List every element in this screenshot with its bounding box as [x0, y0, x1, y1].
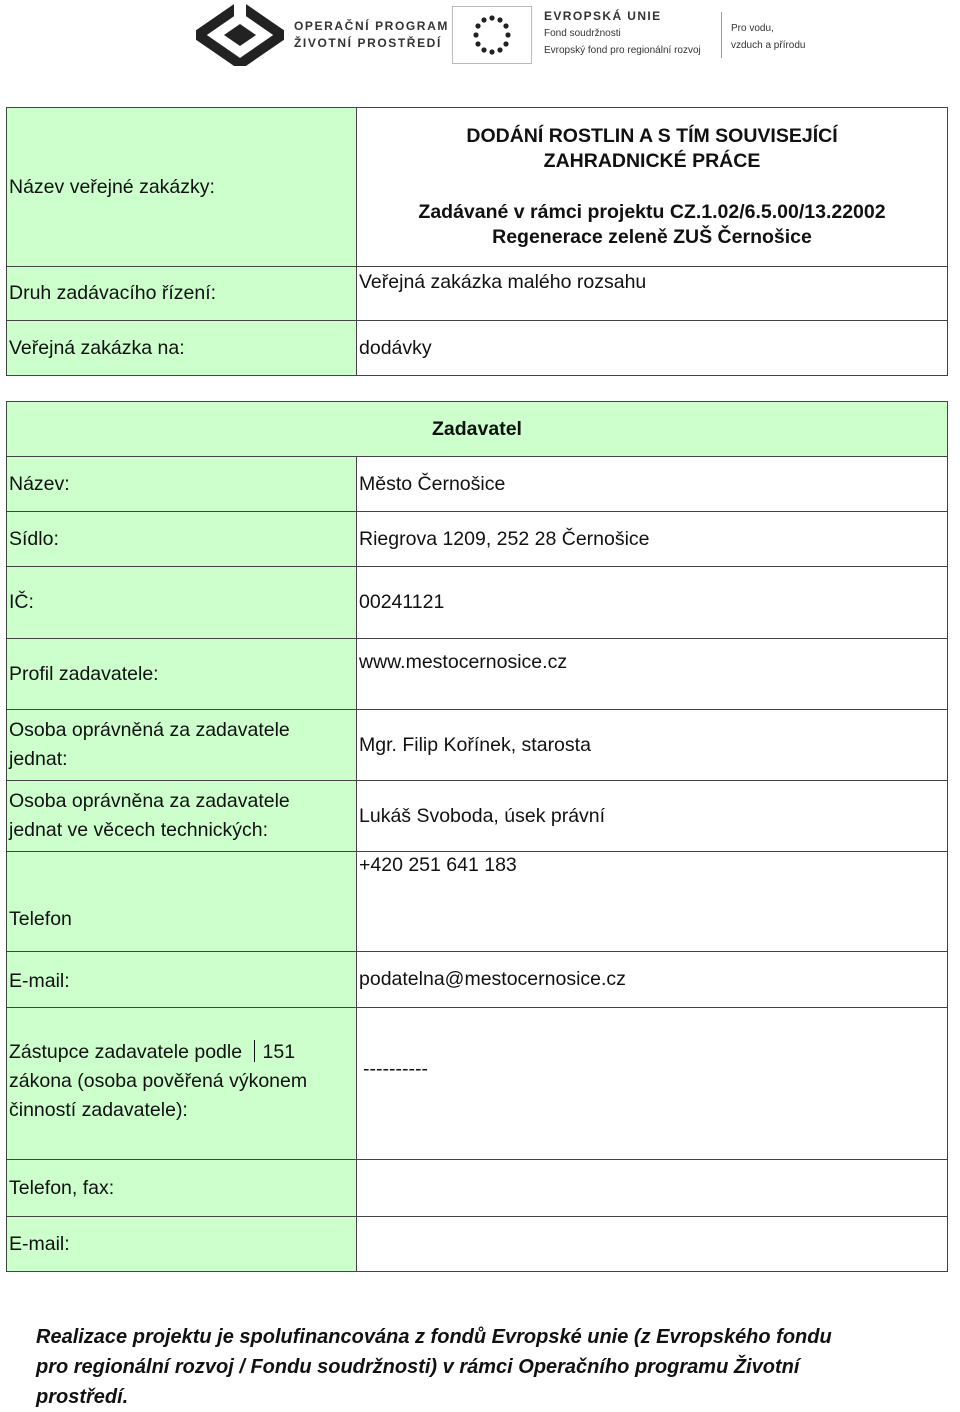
- op-line-1: OPERAČNÍ PROGRAM: [294, 19, 449, 33]
- representative-table: [6, 1007, 948, 1272]
- eu-flag-icon: [452, 6, 532, 64]
- authorized-label-line-2: jednat:: [9, 748, 68, 770]
- contract-type-label: Veřejná zakázka na:: [7, 321, 357, 376]
- seat-value: Riegrova 1209, 252 28 Černošice: [357, 512, 948, 567]
- eu-text-block: [544, 8, 701, 59]
- eu-line-2: Fond soudržnosti: [544, 28, 621, 39]
- representative-value: ----------: [357, 1008, 948, 1160]
- rep-email-label: E-mail:: [7, 1217, 357, 1272]
- procedure-value: Veřejná zakázka malého rozsahu: [357, 267, 948, 321]
- technical-person-value: Lukáš Svoboda, úsek právní: [357, 781, 948, 852]
- technical-person-label: [7, 781, 357, 852]
- contract-type-value: dodávky: [357, 321, 948, 376]
- footer-line-1: Realizace projektu je spolufinancována z fondů Evropské unie (z Evropského fondu: [36, 1326, 832, 1348]
- project-line-1: Zadávané v rámci projektu CZ.1.02/6.5.00/13.22002: [418, 201, 886, 223]
- contract-table: [6, 107, 948, 376]
- profile-value: www.mestocernosice.cz: [357, 639, 948, 710]
- section-sign-icon: [254, 1040, 257, 1062]
- logo-header: [0, 0, 960, 70]
- authorized-person-value: Mgr. Filip Kořínek, starosta: [357, 710, 948, 781]
- contract-name-value: [357, 108, 948, 267]
- ic-value: 00241121: [357, 567, 948, 639]
- rep-email-value: [357, 1217, 948, 1272]
- email-value: podatelna@mestocernosice.cz: [357, 952, 948, 1008]
- footer-line-2: pro regionální rozvoj / Fondu soudržnosti) v rámci Operačního programu Životní: [36, 1356, 800, 1378]
- phone-value: +420 251 641 183: [357, 852, 948, 952]
- eu-line-1: EVROPSKÁ UNIE: [544, 9, 662, 23]
- authority-name-value: Město Černošice: [357, 457, 948, 512]
- representative-label: [7, 1008, 357, 1160]
- op-line-2: ŽIVOTNÍ PROSTŘEDÍ: [294, 36, 442, 50]
- representative-label-line-1: Zástupce zadavatele podle 151: [9, 1041, 296, 1063]
- authority-table: [6, 401, 948, 1008]
- authorized-label-line-1: Osoba oprávněná za zadavatele: [9, 719, 290, 741]
- op-program-name: [294, 18, 449, 52]
- slogan-line-1: Pro vodu,: [731, 23, 774, 34]
- slogan-line-2: vzduch a přírodu: [731, 40, 806, 51]
- cofinancing-note: [36, 1322, 960, 1412]
- rep-phone-fax-value: [357, 1160, 948, 1217]
- authority-name-label: Název:: [7, 457, 357, 512]
- contract-title-line-1: DODÁNÍ ROSTLIN A S TÍM SOUVISEJÍCÍ: [466, 125, 838, 147]
- ic-label: IČ:: [7, 567, 357, 639]
- procedure-label: Druh zadávacího řízení:: [7, 267, 357, 321]
- eu-line-3: Evropský fond pro regionální rozvoj: [544, 45, 701, 56]
- rep-phone-fax-label: Telefon, fax:: [7, 1160, 357, 1217]
- footer-line-3: prostředí.: [36, 1386, 129, 1408]
- profile-label: Profil zadavatele:: [7, 639, 357, 710]
- phone-label: Telefon: [7, 852, 357, 952]
- email-label: E-mail:: [7, 952, 357, 1008]
- technical-label-line-1: Osoba oprávněna za zadavatele: [9, 790, 290, 812]
- contract-title-line-2: ZAHRADNICKÉ PRÁCE: [543, 150, 761, 172]
- slogan: [731, 20, 806, 54]
- technical-label-line-2: jednat ve věcech technických:: [9, 819, 269, 841]
- representative-label-line-3: činností zadavatele):: [9, 1099, 188, 1121]
- contract-name-label: Název veřejné zakázky:: [7, 108, 357, 267]
- project-line-2: Regenerace zeleně ZUŠ Černošice: [492, 226, 812, 248]
- representative-label-line-2: zákona (osoba pověřená výkonem: [9, 1070, 308, 1092]
- authority-heading: Zadavatel: [7, 402, 948, 457]
- seat-label: Sídlo:: [7, 512, 357, 567]
- header-divider: [721, 12, 722, 58]
- op-zp-logo-icon: [196, 4, 284, 66]
- authorized-person-label: [7, 710, 357, 781]
